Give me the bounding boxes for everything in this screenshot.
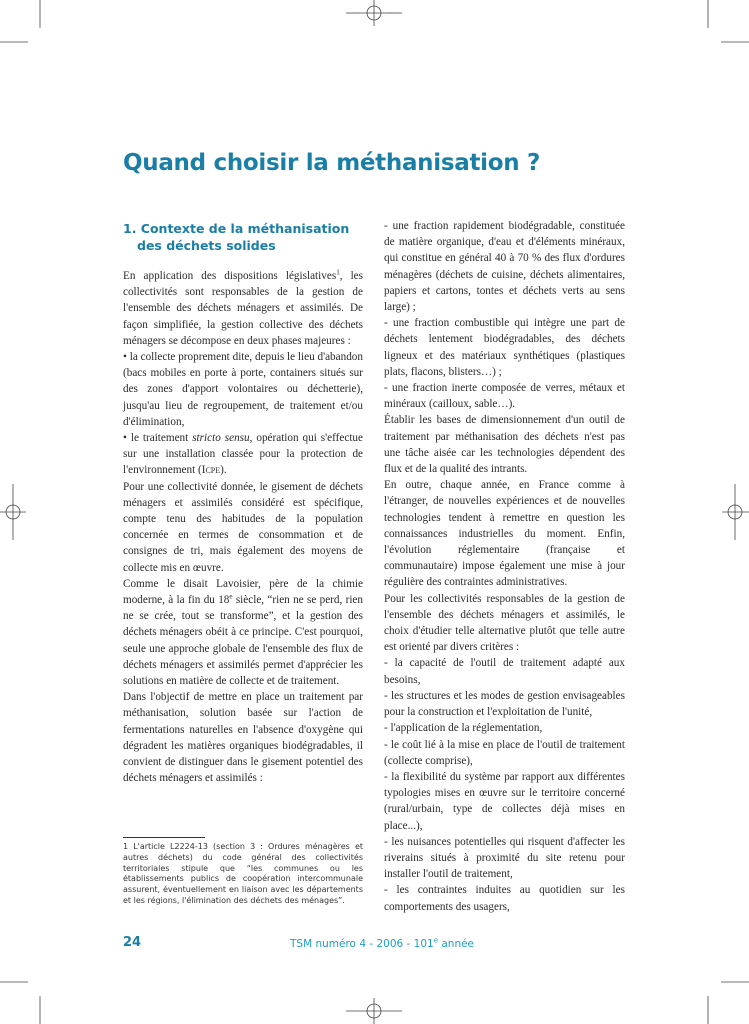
italic-term: stricto sensu [192,432,250,445]
abbreviation: Icpe [201,464,221,477]
list-item: - les contraintes induites au quotidien sur les comportements des usagers, [384,884,625,913]
section-heading-line2: des déchets solides [137,238,276,253]
footnote-ref: 1 [336,268,340,277]
bullet-item: • la collecte proprement dite, depuis le lieu d'abandon (bacs mobiles en porte à porte, containers situés sur des zones d'apport volontaires ou déchetterie), jusqu'au lieu de regroupement, de traitement et/ou d'élimination, [123,351,363,428]
paragraph: Établir les bases de dimensionnement d'un outil de traitement par méthanisation des déchets n'est pas une tâche aisée car les technologies dépendent des flux et de la qualité des intrants. [384,414,625,476]
paragraph: En application des dispositions législatives$^1$, les collectivités sont responsables de la gestion de l'ensemble des déchets ménagers et assimilés. De façon simplifiée, la gestion collective des déchets ménagers se décompose en deux phases majeures : [123,268,363,347]
list-item: - le coût lié à la mise en place de l'outil de traitement (collecte comprise), [384,738,625,767]
paragraph: Comme le disait Lavoisier, père de la chimie moderne, à la fin du 18e siècle, “rien ne se perd, rien ne se crée, tout se transforme”, et la gestion des déchets ménagers obéit à ce principe. C'est pourquoi, seule une approche globale de l'ensemble des flux de déchets ménagers et assimilés permet d'apprécier les solutions en matière de collecte et de traitement. [123,577,363,688]
list-item: - la capacité de l'outil de traitement adapté aux besoins, [384,657,625,686]
paragraph: Dans l'objectif de mettre en place un traitement par méthanisation, solution basée sur l'action de fermentations naturelles en l'absence d'oxygène qui dégradent les matières organiques biodégradables, il convient de distinguer dans le gisement potentiel des déchets ménagers et assimilés : [123,691,363,785]
list-item: - les nuisances potentielles qui risquent d'affecter les riverains situés à proximité du site retenu pour installer l'outil de traitement, [384,835,625,881]
bullet-item: • le traitement stricto sensu, opération qui s'effectue sur une installation classée pour la protection de l'environnement (Icpe). [123,432,363,477]
section-heading-line1: 1. Contexte de la méthanisation [123,221,350,236]
list-item: - les structures et les modes de gestion envisageables pour la construction et l'exploitation de l'unité, [384,689,625,719]
footnote: 1 L'article L2224-13 (section 3 : Ordures ménagères et autres déchets) du code général des collectivités territoriales stipule que “les communes ou les établissements publics de coopération intercommunale assurent, éventuellement en liaison avec les départements et les régions, l'élimination des déchets des ménages”. [123,842,363,905]
footnote-divider [123,837,205,838]
running-head: TSM numéro 4 - 2006 - 101e année [290,936,475,950]
page-number: 24 [123,935,142,950]
left-column [123,268,363,787]
paragraph: Pour une collectivité donnée, le gisement de déchets ménagers et assimilés considéré est spécifique, compte tenu des habitudes de la population concernée en termes de consommation et de consignes de tri, mais également des moyens de collecte mis en œuvre. [123,480,363,574]
right-column [384,218,625,915]
list-item: - une fraction rapidement biodégradable, constituée de matière organique, d'eau et d'éléments minéraux, qui constitue en général 40 à 70 % des flux d'ordures ménagères (déchets de cuisine, déchets alimentaires, papiers et cartons, tontes et déchets verts au sens large) ; [384,220,625,314]
article-title: Quand choisir la méthanisation ? [123,150,541,176]
list-item: - la flexibilité du système par rapport aux différentes typologies mises en œuvre sur le territoire concerné (rural/urbain, type de collectes déjà mises en place...), [384,770,625,832]
section-heading [123,220,349,254]
list-item: - une fraction inerte composée de verres, métaux et minéraux (cailloux, sable…). [384,382,625,411]
paragraph: Pour les collectivités responsables de la gestion de l'ensemble des déchets ménagers et assimilés, le choix d'étudier telle alternative plutôt que telle autre est orienté par divers critères : [384,592,625,654]
paragraph: En outre, chaque année, en France comme à l'étranger, de nouvelles expériences et de nouvelles technologies tendent à remettre en question les connaissances industrielles du moment. Enfin, l'évolution réglementaire (française et communautaire) impose également une mise à jour régulière des contraintes administratives. [384,479,625,589]
list-item: - l'application de la réglementation, [384,722,543,735]
list-item: - une fraction combustible qui intègre une part de déchets lentement biodégradables, des déchets ligneux et des matériaux synthétiques (plastiques plats, flacons, blisters…) ; [384,317,625,378]
